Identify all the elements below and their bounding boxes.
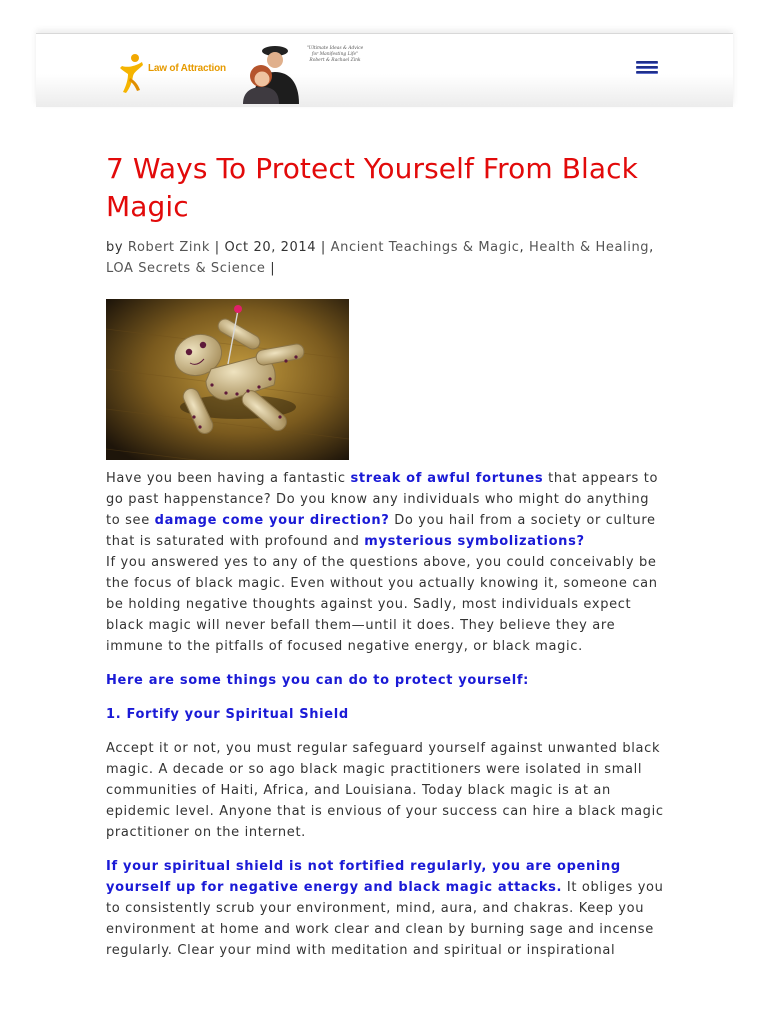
link-mysterious-symbolizations[interactable]: mysterious symbolizations?	[364, 534, 585, 549]
intro-paragraph: Have you been having a fantastic streak of awful fortunes that appears to go past happenstance? Do you know any individuals who might do anything to see damage come your direction? Do you hail from a society or culture that is saturated with profound and mysterious symbolizations?	[106, 471, 659, 549]
section-heading-spiritual-shield: 1. Fortify your Spiritual Shield	[106, 707, 349, 722]
site-tagline: "Ultimate Ideas & Advice for Manifesting Life" Robert & Rachael Zink	[306, 46, 364, 63]
link-streak-of-awful-fortunes[interactable]: streak of awful fortunes	[350, 471, 544, 486]
voodoo-doll-image	[106, 299, 349, 460]
link-damage-come-your-direction[interactable]: damage come your direction?	[154, 513, 390, 528]
paragraph-safeguard: Accept it or not, you must regular safeguard yourself against unwanted black magic. A decade or so ago black magic practitioners were isolated in small communities of Haiti, Africa, and Louisiana. Today black magic is at an epidemic level. Anyone that is envious of your success can hire a black magic practitioner on the internet.	[106, 741, 664, 840]
article	[106, 150, 666, 961]
logo-figure-icon	[118, 52, 146, 94]
post-meta: by Robert Zink | Oct 20, 2014 | Ancient Teachings & Magic, Health & Healing, LOA Secrets & Science |	[106, 240, 654, 276]
hamburger-menu-icon[interactable]	[636, 61, 658, 79]
post-date: Oct 20, 2014	[224, 240, 317, 255]
category-link-health-healing[interactable]: Health & Healing	[529, 240, 650, 255]
page-title: 7 Ways To Protect Yourself From Black Magic	[106, 152, 638, 223]
paragraph-black-magic-focus: If you answered yes to any of the questions above, you could conceivably be the focus of black magic. Even without you actually knowing it, someone can be holding negative thoughts against you. Sadly, most individuals expect black magic will never befall them—until it does. They believe they are immune to the pitfalls of focused negative energy, or black magic.	[106, 555, 658, 654]
subheading-protect-yourself: Here are some things you can do to protect yourself:	[106, 673, 530, 688]
site-header	[36, 33, 733, 107]
emphasis-shield-warning: If your spiritual shield is not fortified regularly, you are opening yourself up for negative energy and black magic attacks.	[106, 859, 621, 895]
founders-photo	[235, 42, 303, 104]
logo-text: Law of Attraction	[148, 63, 226, 74]
author-link[interactable]: Robert Zink	[127, 240, 211, 255]
category-link-ancient-teachings[interactable]: Ancient Teachings & Magic	[330, 240, 520, 255]
site-logo[interactable]	[118, 52, 248, 96]
paragraph-spiritual-shield: If your spiritual shield is not fortified regularly, you are opening yourself up for negative energy and black magic attacks. It obliges you to consistently scrub your environment, mind, aura, and chakras. Keep you environment at home and work clear and clean by burning sage and incense regularly. Clear your mind with meditation and spiritual or inspirational	[106, 859, 664, 958]
category-link-loa-secrets[interactable]: LOA Secrets & Science	[106, 261, 266, 276]
